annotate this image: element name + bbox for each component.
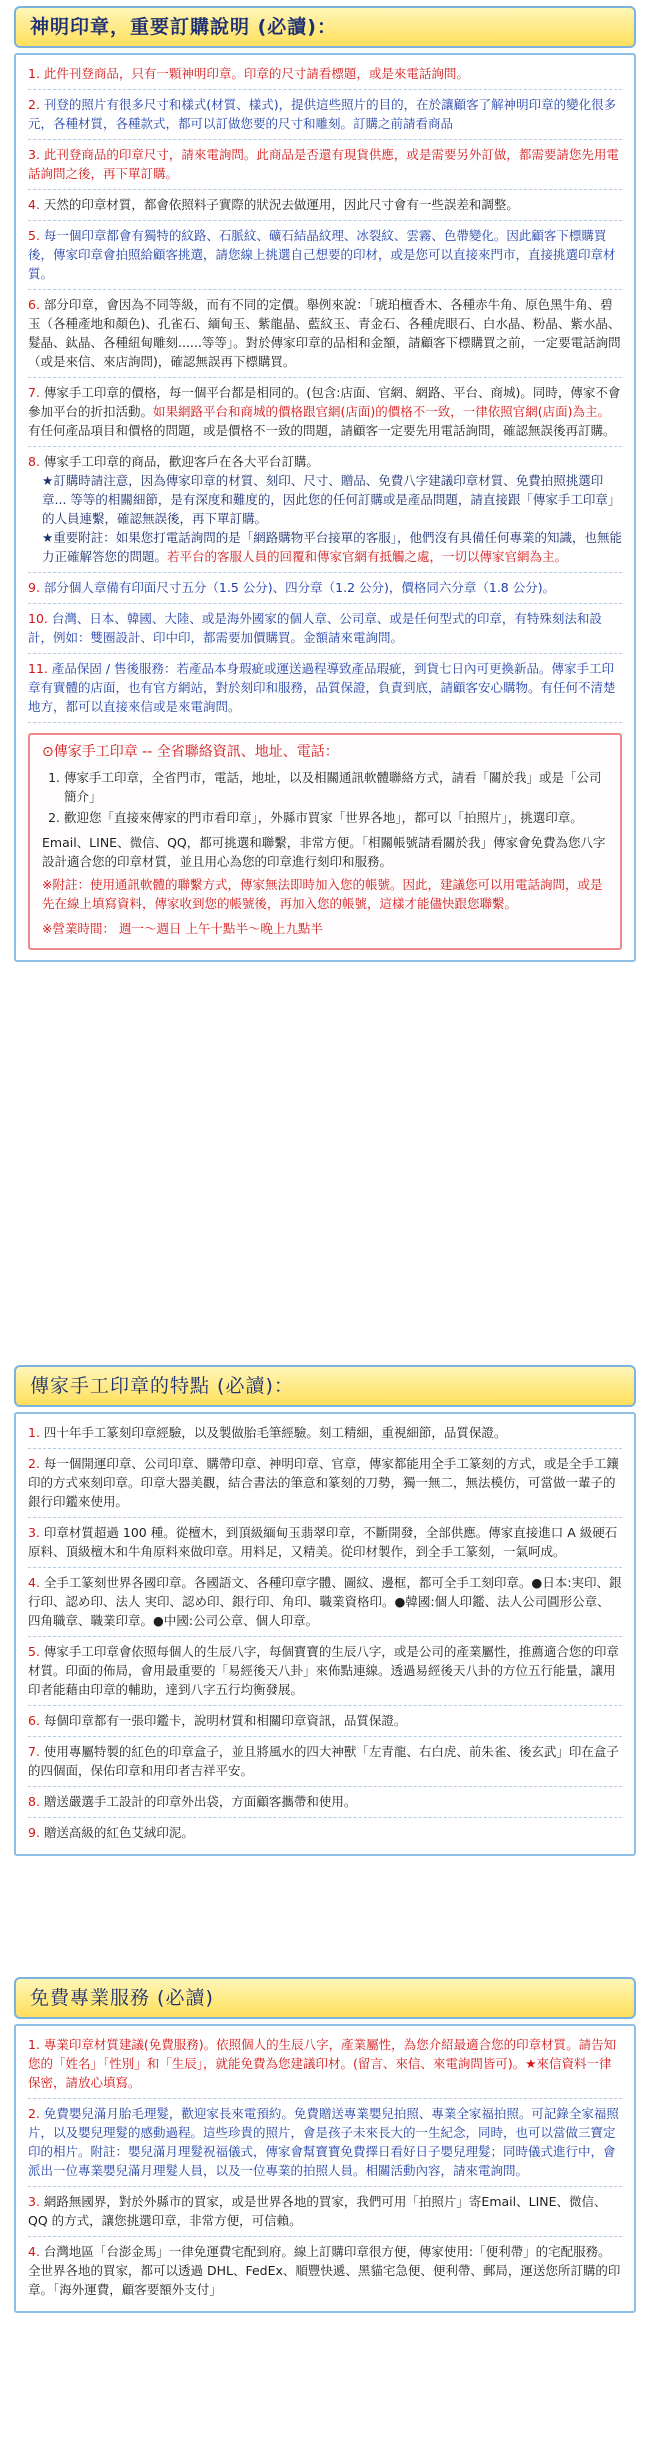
section-title: 神明印章，重要訂購說明 (必讀)： <box>30 15 337 38</box>
list-item: 9. 部分個人章備有印面尺寸五分（1.5 公分)、四分章（1.2 公分)，價格同六分章（1.8 公分)。 <box>28 573 622 604</box>
list-item: 2. 每一個開運印章、公司印章、購帶印章、神明印章、官章，傳家都能用全手工篆刻的方式，或是全手工鑲印的方式來刻印章。印章大器美觀，結合書法的筆意和篆刻的刀勢，獨一無二，無法模仿，可當做一輩子的銀行印鑑來使用。 <box>28 1449 622 1518</box>
section-header <box>14 6 636 48</box>
list-item: 7. 使用專屬特製的紅色的印章盒子，並且將風水的四大神獸「左青龍、右白虎、前朱雀、後玄武」印在盒子的四個面，保佑印章和用印者吉祥平安。 <box>28 1737 622 1787</box>
features-box <box>14 1412 636 1856</box>
list-item: 5. 每一個印章都會有獨特的紋路、石脈紋、礦石結晶紋理、冰裂紋、雲霧、色帶變化。因此顧客下標購買後，傳家印章會拍照給顧客挑選，請您線上挑選自己想要的印材，或是您可以直接來門市，直接挑選印章材質。 <box>28 221 622 290</box>
section-title: 免費專業服務 (必讀) <box>30 1986 214 2009</box>
notes-box <box>14 53 636 962</box>
contact-title: ⊙傳家手工印章 -- 全省聯絡資訊、地址、電話： <box>42 744 339 760</box>
list-item: 9. 贈送高級的紅色艾絨印泥。 <box>28 1825 194 1840</box>
list-item: 7. 傳家手工印章的價格，每一個平台都是相同的。(包含:店面、官網、網路、平台、商城)。同時，傳家不會參加平台的折扣活動。如果網路平台和商城的價格跟官網(店面)的價格不一致，一律依照官網(店面)為主。有任何產品項目和價格的問題，或是價格不一致的問題，請顧客一定要先用電話詢問，確認無誤後再訂購。 <box>28 378 622 447</box>
section-free-services <box>14 1977 636 2313</box>
list-item: 3. 印章材質超過 100 種。從檀木，到頂級緬甸玉翡翠印章，不斷開發，全部供應。傳家直接進口 A 級硬石原料、頂級檀木和牛角原料來做印章。用料足，又精美。從印材製作，到全手工篆刻，一氣呵成。 <box>28 1518 622 1568</box>
section-features <box>14 1365 636 1856</box>
list-item: 5. 傳家手工印章會依照每個人的生辰八字，每個寶寶的生辰八字，或是公司的產業屬性，推薦適合您的印章材質。印面的佈局，會用最重要的「易經後天八卦」來佈點連線。透過易經後天八卦的方位五行能量，讓用印者能藉由印章的輔助，達到八字五行均衡發展。 <box>28 1637 622 1706</box>
list-item: 3. 此刊登商品的印章尺寸，請來電詢問。此商品是否還有現貨供應，或是需要另外訂做，都需要請您先用電話詢問之後，再下單訂購。 <box>28 140 622 190</box>
section-header <box>14 1365 636 1407</box>
list-item: 6. 部分印章，會因為不同等級，而有不同的定價。舉例來說：「琥珀檀香木、各種赤牛角、原色黑牛角、碧玉（各種產地和顏色)、孔雀石、緬甸玉、紫龍晶、藍紋玉、青金石、各種虎眼石、白水晶、粉晶、紫水晶、髮晶、鈦晶、各種紐甸雕刻......等等」。對於傳家印章的品相和金額，請顧客下標購買之前，一定要電話詢問（或是來信、來店詢問)，確認無誤再下標購買。 <box>28 290 622 378</box>
list-item: 2. 刊登的照片有很多尺寸和樣式(材質、樣式)，提供這些照片的目的，在於讓顧客了解神明印章的變化很多元，各種材質，各種款式，都可以訂做您要的尺寸和雕刻。訂購之前請看商品 <box>28 90 622 140</box>
list-item: 11. 產品保固 / 售後服務：若產品本身瑕疵或運送過程導致產品瑕疵，到貨七日內可更換新品。傳家手工印章有實體的店面，也有官方網站，對於刻印和服務，品質保證，負責到底，請顧客安心購物。有任何不清楚地方，都可以直接來信或是來電詢問。 <box>28 654 622 723</box>
section-title: 傳家手工印章的特點 (必讀)： <box>30 1374 294 1397</box>
list-item: 10. 台灣、日本、韓國、大陸、或是海外國家的個人章、公司章、或是任何型式的印章，有特殊刻法和設計，例如：雙圈設計、印中印，都需要加價購買。金額請來電詢問。 <box>28 604 622 654</box>
section-ordering-notes <box>14 6 636 962</box>
contact-list-item: 1. 傳家手工印章，全省門市，電話，地址，以及相關通訊軟體聯絡方式，請看「關於我」或是「公司簡介」 <box>64 768 608 806</box>
list-item: 8. 傳家手工印章的商品，歡迎客戶在各大平台訂購。 ★訂購時請注意，因為傳家印章的材質、刻印、尺寸、贈品、免費八字建議印章材質、免費拍照挑選印章... 等等的相關細節，是有深度和難度的，因此您的任何訂購或是產品問題，請直接跟「傳家手工印章」的人員連繫，確認無誤後，再下單訂購。 ★重要附註：如果您打電話詢問的是「網路購物平台接單的客服」，他們沒有具備任何專業的知識，也無能力正確解答您的問題。若平台的客服人員的回覆和傳家官網有抵觸之處，一切以傳家官網為主。 <box>28 447 622 573</box>
list-item: 1. 此件刊登商品，只有一顆神明印章。印章的尺寸請看標題，或是來電話詢問。 <box>28 59 622 90</box>
list-item: 4. 全手工篆刻世界各國印章。各國語文、各種印章字體、圖紋、邊框，都可全手工刻印章。●日本:実印、銀行印、認め印、法人 実印、認め印、銀行印、角印、職業資格印。●韓國:個人印鑑、法人公司圓形公章、四角職章、職業印章。●中國:公司公章、個人印章。 <box>28 1568 622 1637</box>
list-item: 4. 天然的印章材質，都會依照料子實際的狀況去做運用，因此尺寸會有一些誤差和調整。 <box>28 190 622 221</box>
services-box <box>14 2024 636 2313</box>
list-item: 1. 四十年手工篆刻印章經驗，以及製做胎毛筆經驗。刻工精細，重視細節，品質保證。 <box>28 1418 622 1449</box>
contact-paragraph: Email、LINE、微信、QQ，都可挑選和聯繫，非常方便。「相關帳號請看關於我」傳家會免費為您八字設計適合您的印章材質，並且用心為您的印章進行刻印和服務。 <box>42 835 606 869</box>
list-item: 2. 免費嬰兒滿月胎毛理髮，歡迎家長來電預約。免費贈送專業嬰兒拍照、專業全家福拍照。可記錄全家福照片，以及嬰兒理髮的感動過程。這些珍貴的照片，會是孩子未來長大的一生紀念，同時，也可以當做三寶定印的相片。附註：嬰兒滿月理髮祝福儀式，傳家會幫寶寶免費擇日看好日子嬰兒理髮；同時儀式進行中，會派出一位專業嬰兒滿月理髮人員，以及一位專業的拍照人員。相關活動內容，請來電詢問。 <box>28 2099 622 2187</box>
contact-note: ※附註：使用通訊軟體的聯繫方式，傳家無法即時加入您的帳號。因此，建議您可以用電話詢問，或是先在線上填寫資料，傳家收到您的帳號後，再加入您的帳號，這樣才能儘快跟您聯繫。 <box>42 877 603 911</box>
section-header <box>14 1977 636 2019</box>
list-item: 1. 專業印章材質建議(免費服務)。依照個人的生辰八字，產業屬性，為您介紹最適合您的印章材質。請告知您的「姓名」「性別」和「生辰」，就能免費為您建議印材。(留言、來信、來電詢問皆可)。★來信資料一律保密，請放心填寫。 <box>28 2030 622 2099</box>
contact-list-item: 2. 歡迎您「直接來傳家的門市看印章」，外縣市買家「世界各地」，都可以「拍照片」，挑選印章。 <box>64 808 608 827</box>
list-item: 8. 贈送嚴選手工設計的印章外出袋，方面顧客攜帶和使用。 <box>28 1787 622 1818</box>
list-item: 6. 每個印章都有一張印鑑卡，說明材質和相關印章資訊，品質保證。 <box>28 1706 622 1737</box>
contact-info-box <box>28 733 622 950</box>
list-item: 3. 網路無國界，對於外縣市的買家，或是世界各地的買家，我們可用「拍照片」寄Email、LINE、微信、QQ 的方式，讓您挑選印章，非常方便，可信賴。 <box>28 2187 622 2237</box>
business-hours: ※營業時間： 週一～週日 上午十點半～晚上九點半 <box>42 921 323 936</box>
list-item: 4. 台灣地區「台澎金馬」一律免運費宅配到府。線上訂購印章很方便，傳家使用:「便利帶」的宅配服務。全世界各地的買家，都可以透過 DHL、FedEx、順豐快遞、黑貓宅急便、便利帶、郵局，運送您所訂購的印章。「海外運費，顧客要額外支付」 <box>28 2244 621 2297</box>
